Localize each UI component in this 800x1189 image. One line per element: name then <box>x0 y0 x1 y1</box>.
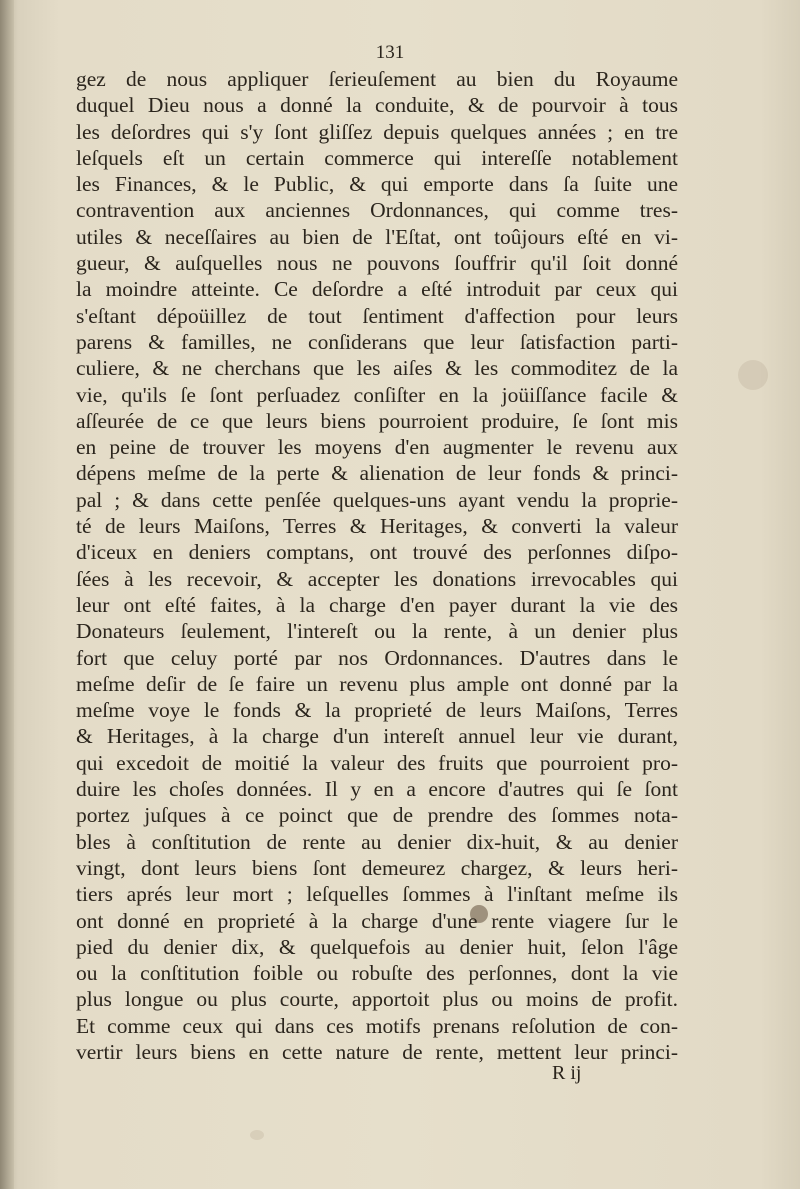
text-line: gueur, & auſquelles nous ne pouvons ſouffrir qu'il ſoit donné <box>76 251 678 276</box>
text-line: portez juſques à ce poinct que de prendre des ſommes nota- <box>76 803 678 828</box>
text-line: en peine de trouver les moyens d'en augmenter le revenu aux <box>76 435 678 460</box>
text-line: pied du denier dix, & quelquefois au denier huit, ſelon l'âge <box>76 934 678 959</box>
body-text <box>76 66 678 1065</box>
text-line: duire les choſes données. Il y en a encore d'autres qui ſe ſont <box>76 777 678 802</box>
paper-stain <box>250 1130 264 1140</box>
text-line: vingt, dont leurs biens ſont demeurez chargez, & leurs heri- <box>76 855 678 880</box>
text-line: leſquels eſt un certain commerce qui intereſſe notablement <box>76 145 678 170</box>
text-line: aſſeurée de ce que leurs biens pourroient produire, ſe ſont mis <box>76 408 678 433</box>
text-line: duquel Dieu nous a donné la conduite, & de pourvoir à tous <box>76 93 678 118</box>
text-line: gez de nous appliquer ſerieuſement au bien du Royaume <box>76 67 678 91</box>
text-line: vertir leurs biens en cette nature de rente, mettent leur princi- <box>76 1039 678 1064</box>
text-line: leur ont eſté faites, à la charge d'en payer durant la vie des <box>76 592 678 617</box>
binding-gutter <box>0 0 14 1189</box>
text-line: utiles & neceſſaires au bien de l'Eſtat, ont toûjours eſté en vi- <box>76 224 678 249</box>
text-line: meſme deſir de ſe faire un revenu plus ample ont donné par la <box>76 671 678 696</box>
text-line: d'iceux en deniers comptans, ont trouvé des perſonnes diſpo- <box>76 540 678 565</box>
text-line: vie, qu'ils ſe ſont perſuadez conſiſter en la joüiſſance facile & <box>76 382 678 407</box>
text-line: ont donné en proprieté à la charge d'une rente viagere ſur le <box>76 908 678 933</box>
text-line: fort que celuy porté par nos Ordonnances. D'autres dans le <box>76 645 678 670</box>
text-line: Et comme ceux qui dans ces motifs prenans reſolution de con- <box>76 1013 678 1038</box>
text-line: ſées à les recevoir, & accepter les donations irrevocables qui <box>76 566 678 591</box>
text-line: contravention aux anciennes Ordonnances, qui comme tres- <box>76 198 678 223</box>
text-line: pal ; & dans cette penſée quelques-uns ayant vendu la proprie- <box>76 487 678 512</box>
text-line: & Heritages, à la charge d'un intereſt annuel leur vie durant, <box>76 724 678 749</box>
text-line: s'eſtant dépoüillez de tout ſentiment d'affection pour leurs <box>76 303 678 328</box>
page-number: 131 <box>375 42 405 63</box>
text-line: parens & familles, ne conſiderans que leur ſatisfaction parti- <box>76 329 678 354</box>
text-line: plus longue ou plus courte, apportoit plus ou moins de profit. <box>76 987 678 1012</box>
text-line: les Finances, & le Public, & qui emporte dans ſa ſuite une <box>76 172 678 197</box>
text-line: la moindre atteinte. Ce deſordre a eſté introduit par ceux qui <box>76 277 678 302</box>
text-line: tiers aprés leur mort ; leſquelles ſommes à l'inſtant meſme ils <box>76 882 678 907</box>
text-line: bles à conſtitution de rente au denier dix-huit, & au denier <box>76 829 678 854</box>
text-line: dépens meſme de la perte & alienation de leur fonds & princi- <box>76 461 678 486</box>
text-line: ou la conſtitution foible ou robuſte des perſonnes, dont la vie <box>76 961 678 986</box>
text-line: meſme voye le fonds & la proprieté de leurs Maiſons, Terres <box>76 698 678 723</box>
signature-mark: R ij <box>552 1062 582 1084</box>
paper-stain <box>738 360 768 390</box>
text-line: qui excedoit de moitié la valeur des fruits que pourroient pro- <box>76 750 678 775</box>
text-line: les deſordres qui s'y ſont gliſſez depuis quelques années ; en tre <box>76 119 678 144</box>
text-line: culiere, & ne cherchans que les aiſes & les commoditez de la <box>76 356 678 381</box>
text-line: té de leurs Maiſons, Terres & Heritages, & converti la valeur <box>76 514 678 539</box>
text-line: Donateurs ſeulement, l'intereſt ou la rente, à un denier plus <box>76 619 678 644</box>
